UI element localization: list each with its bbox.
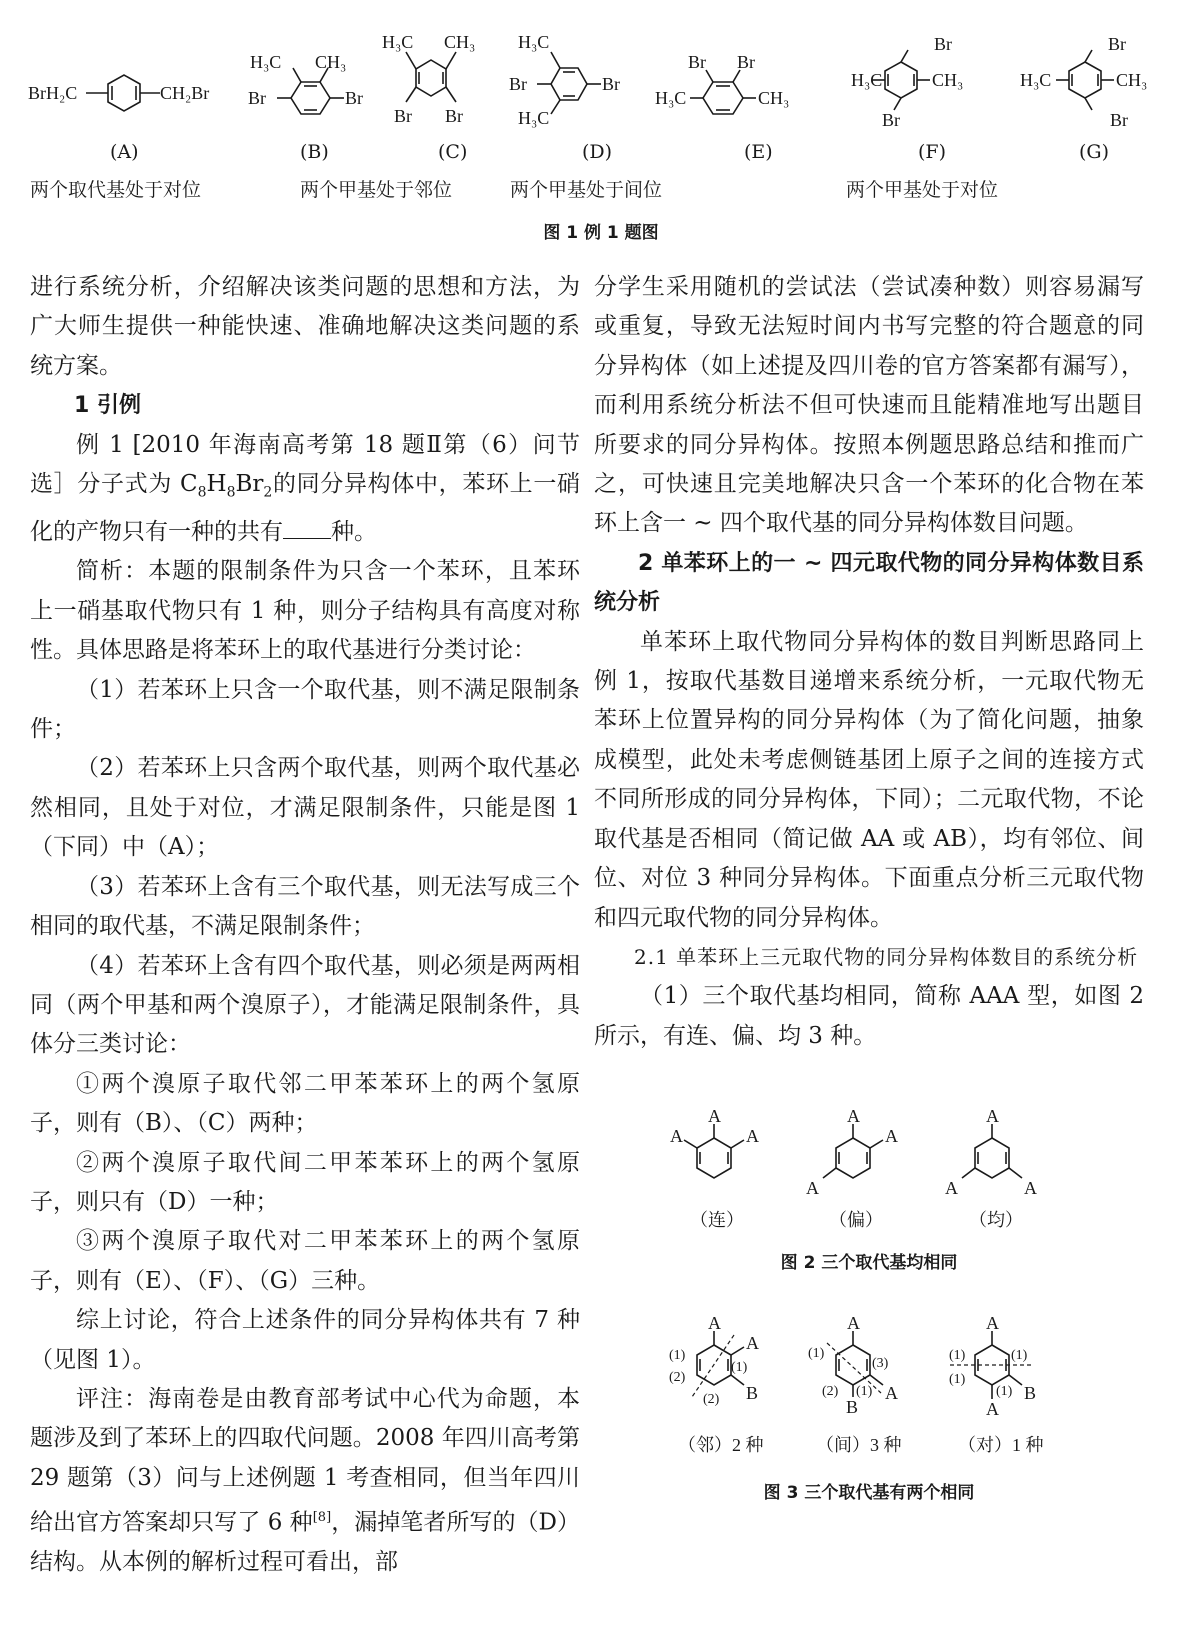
comment-paragraph: 评注：海南卷是由教育部考试中心代为命题，本题涉及到了苯环上的四取代问题。2008 年四川高考第 29 题第（3）问与上述例题 1 考查相同，但当年四川给出官方答案却只写了 6 种[8]，漏掉笔者所写的（D）结构。从本例的解析过程可看出，部 (30, 1385, 580, 1576)
structure-a (28, 75, 209, 111)
label-f-r: CH₃ (932, 70, 964, 90)
label-g-top: Br (1108, 34, 1126, 54)
jian-b: B (846, 1397, 859, 1417)
structure-jian (808, 1313, 898, 1417)
label-e-r: CH₃ (758, 88, 790, 108)
jun-a1: A (986, 1106, 999, 1126)
case-4: （4）若苯环上含有四个取代基，则必须是两两相同（两个甲基和两个溴原子），才能满足限制条件，具体分三类讨论： (30, 952, 580, 1058)
label-b-r: Br (345, 88, 363, 108)
subcase-1: ①两个溴原子取代邻二甲苯苯环上的两个氢原子，则有（B）、（C）两种； (30, 1070, 580, 1137)
jian-n3: (3) (872, 1356, 889, 1371)
fig1-caption: 图 1 例 1 题图 (543, 223, 659, 243)
fig1-group-4: 两个甲基处于对位 (846, 179, 999, 201)
answer-blank[interactable] (283, 518, 331, 539)
fig1-group-2: 两个甲基处于邻位 (300, 179, 453, 201)
structure-b (248, 52, 363, 114)
label-a-right: CH₂Br (160, 83, 210, 103)
case-3: （3）若苯环上含有三个取代基，则无法写成三个相同的取代基，不满足限制条件； (30, 873, 580, 940)
jun-a3: A (1024, 1178, 1037, 1198)
section-1-heading: 1 引例 (74, 393, 141, 419)
fig2-label-pian: （偏） (829, 1210, 883, 1230)
lin-b: B (746, 1383, 759, 1403)
fig1-label-c: (C) (438, 141, 468, 163)
label-c-br: Br (445, 106, 463, 126)
fig1-label-f: (F) (918, 141, 947, 163)
structure-e (655, 52, 789, 114)
dui-b: B (1024, 1383, 1037, 1403)
continued-paragraph: 分学生采用随机的尝试法（尝试凑种数）则容易漏写或重复，导致无法短时间内书写完整的符合题意的同分异构体（如上述提及四川卷的官方答案都有漏写），而利用系统分析法不但可快速而且能精准地写出题目所要求的同分异构体。按照本例题思路总结和推而广之，可快速且完美地解决只含一个苯环的化合物在苯环上含一 ~ 四个取代基的同分异构体数目问题。 (594, 274, 1144, 537)
label-g-bot: Br (1110, 110, 1128, 130)
fig3-label-dui: （对）1 种 (958, 1435, 1044, 1455)
lian-a1: A (708, 1106, 721, 1126)
subcase-3: ③两个溴原子取代对二甲苯苯环上的两个氢原子，则有（E）、（F）、（G）三种。 (30, 1228, 580, 1294)
dui-a2: A (986, 1399, 999, 1419)
jian-n1a: (1) (808, 1346, 825, 1361)
lian-a3: A (746, 1126, 759, 1146)
section-2-heading: 2 单苯环上的一 ~ 四元取代物的同分异构体数目系统分析 (594, 550, 1144, 616)
jian-a1: A (847, 1313, 860, 1333)
label-b-tl: H₃C (250, 52, 282, 72)
label-d-tl: H₃C (518, 32, 550, 52)
intro-paragraph: 进行系统分析，介绍解决该类问题的思想和方法，为广大师生提供一种能快速、准确地解决这类问题的系统方案。 (30, 274, 580, 379)
lin-a2: A (746, 1333, 759, 1353)
label-d-r: Br (602, 74, 620, 94)
fig3-label-lin: （邻）2 种 (678, 1435, 764, 1455)
fig2-label-lian: （连） (690, 1210, 744, 1230)
fig3-caption: 图 3 三个取代基有两个相同 (763, 1483, 975, 1503)
dui-n1d: (1) (996, 1384, 1013, 1399)
fig1-label-b: (B) (300, 141, 329, 163)
case-2: （2）若苯环上只含两个取代基，则两个取代基必然相同，且处于对位，才满足限制条件，只能是图 1（下同）中（A）； (30, 755, 580, 861)
pian-a3: A (806, 1178, 819, 1198)
fig1-label-g: (G) (1079, 141, 1110, 163)
label-g-l: H₃C (1020, 70, 1052, 90)
lian-a2: A (670, 1126, 683, 1146)
case-1: （1）若苯环上只含一个取代基，则不满足限制条件； (30, 676, 580, 743)
example-1: 例 1 [2010 年海南高考第 18 题Ⅱ第（6）问节选］分子式为 $C_8H_8Br_2$的同分异构体中，苯环上一硝化的产物只有一种的共有 种。 (30, 431, 581, 546)
fig3-label-jian: （间）3 种 (816, 1435, 902, 1455)
label-b-l: Br (248, 88, 266, 108)
pian-a1: A (847, 1106, 860, 1126)
label-d-bl: H₃C (518, 108, 550, 128)
pian-a2: A (885, 1126, 898, 1146)
figure-3 (600, 1305, 1160, 1480)
label-g-r: CH₃ (1116, 70, 1148, 90)
label-e-tr: Br (737, 52, 755, 72)
section-2-1-paragraph: （1）三个取代基均相同，简称 AAA 型，如图 2 所示，有连、偏、均 3 种。 (594, 983, 1144, 1049)
jian-a2: A (885, 1383, 898, 1403)
label-e-tl: Br (688, 52, 706, 72)
lin-a1: A (708, 1313, 721, 1333)
lin-n1a: (1) (669, 1348, 686, 1363)
structure-c (382, 32, 475, 126)
dui-a1: A (986, 1313, 999, 1333)
fig1-group-1: 两个取代基处于对位 (30, 179, 202, 201)
summary-paragraph: 综上讨论，符合上述条件的同分异构体共有 7 种（见图 1）。 (30, 1307, 580, 1373)
structure-lin (669, 1313, 759, 1407)
left-column (30, 268, 580, 1583)
dui-n1a: (1) (949, 1348, 966, 1363)
figure-1 (0, 20, 1202, 240)
right-column (594, 268, 1144, 1056)
section-2-paragraph: 单苯环上取代物同分异构体的数目判断思路同上例 1，按取代基数目递增来系统分析，一元取代物无苯环上位置异构的同分异构体（为了简化问题，抽象成模型，此处未考虑侧链基团上原子之间的连接方式不同所形成的同分异构体，下同）；二元取代物，不论取代基是否相同（简记做 AA 或 AB），均有邻位、间位、对位 3 种同分异构体。下面重点分析三元取代物和四元取代物的同分异构体。 (594, 628, 1144, 931)
fig1-group-3: 两个甲基处于间位 (510, 179, 663, 201)
lin-n2b: (2) (703, 1392, 720, 1407)
label-b-tr: CH₃ (315, 52, 347, 72)
label-f-bot: Br (882, 110, 900, 130)
label-e-l: H₃C (655, 88, 687, 108)
label-f-l: H₃C (851, 70, 883, 90)
fig2-caption: 图 2 三个取代基均相同 (780, 1253, 958, 1273)
citation-ref[interactable]: [8] (312, 1510, 332, 1526)
label-a-left: BrH₂C (28, 83, 78, 103)
fig1-label-e: (E) (744, 141, 773, 163)
figure-2 (600, 1100, 1160, 1250)
lin-n2a: (2) (669, 1370, 686, 1385)
structure-jun (945, 1106, 1037, 1198)
fig1-label-a: (A) (110, 141, 139, 163)
structure-g (1020, 34, 1147, 130)
label-c-tr: CH₃ (444, 32, 476, 52)
label-f-top: Br (934, 34, 952, 54)
label-c-bl: Br (394, 106, 412, 126)
structure-d (509, 32, 620, 128)
dui-n1c: (1) (1011, 1348, 1028, 1363)
jun-a2: A (945, 1178, 958, 1198)
structure-pian (806, 1106, 898, 1198)
fig2-label-jun: （均） (969, 1210, 1023, 1230)
fig1-label-d: (D) (582, 141, 613, 163)
structure-f (851, 34, 963, 130)
lin-n1b: (1) (731, 1360, 748, 1375)
dui-n1b: (1) (949, 1372, 966, 1387)
analysis-paragraph: 简析：本题的限制条件为只含一个苯环，且苯环上一硝基取代物只有 1 种，则分子结构具有高度对称性。具体思路是将苯环上的取代基进行分类讨论： (30, 558, 580, 664)
jian-n1b: (1) (856, 1384, 873, 1399)
structure-lian (670, 1106, 759, 1178)
subcase-2: ②两个溴原子取代间二甲苯苯环上的两个氢原子，则只有（D）一种； (30, 1149, 580, 1215)
label-c-tl: H₃C (382, 32, 414, 52)
structure-dui (949, 1313, 1036, 1419)
label-d-l: Br (509, 74, 527, 94)
section-2-1-heading: 2.1 单苯环上三元取代物的同分异构体数目的系统分析 (634, 944, 1139, 969)
jian-n2: (2) (822, 1384, 839, 1399)
